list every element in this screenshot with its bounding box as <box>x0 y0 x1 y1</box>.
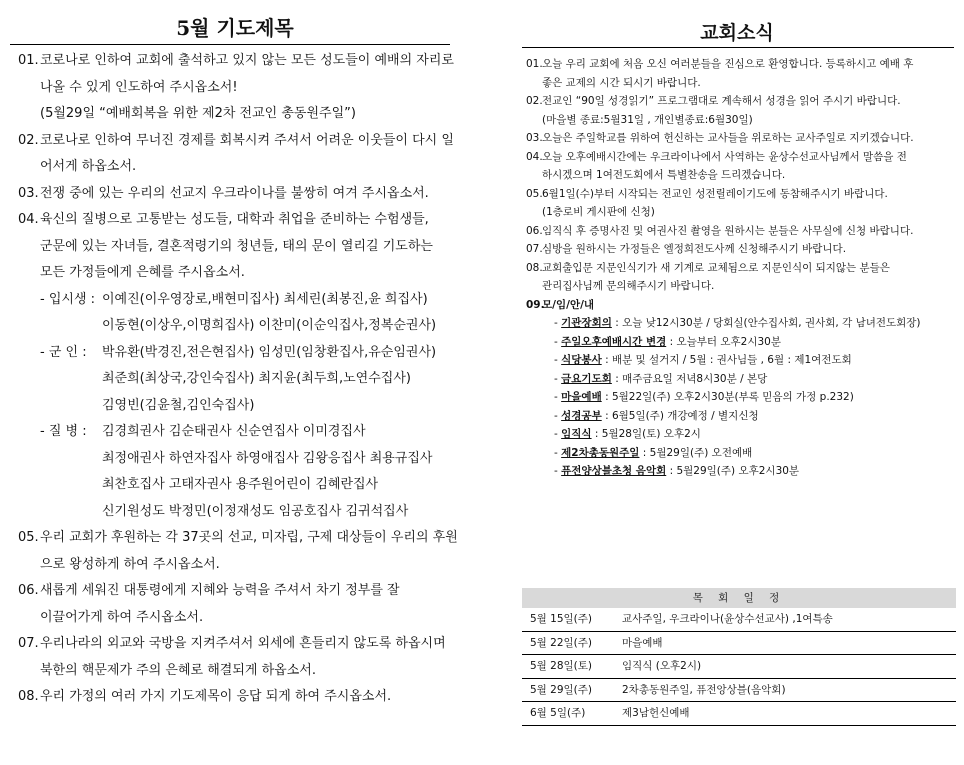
prayer-group-exam-cont: 이동현(이상우,이명희집사) 이찬미(이순익집사,정복순권사) <box>102 318 437 333</box>
schedule-title: 목 회 일 정 <box>522 588 956 608</box>
prayer-group-illness-cont: 신기원성도 박정민(이정재성도 임공호집사 김귀석집사 <box>102 503 409 519</box>
prayer-group-exam: - 입시생 : 이예진(이우영장로,배현미집사) 최세린(최봉진,윤 희집사) <box>40 291 428 307</box>
prayer-item-03: 03.전쟁 중에 있는 우리의 선교지 우크라이나를 불쌍히 여겨 주시옵소서. <box>18 185 429 201</box>
news-item-01: 01.오늘 우리 교회에 처음 오신 여러분들을 진심으로 환영합니다. 등록하시고 예배 후 <box>526 58 914 70</box>
prayer-title: 5월 기도제목 <box>176 16 294 40</box>
news-title: 교회소식 <box>700 22 774 44</box>
meeting-item: - 임직식 : 5월28일(토) 오후2시 <box>554 428 701 440</box>
prayer-item-05-cont: 으로 왕성하게 하여 주시옵소서. <box>40 556 220 572</box>
prayer-item-01-cont: 나올 수 있게 인도하여 주시옵소서! <box>40 79 238 95</box>
prayer-item-06: 06.새롭게 세워진 대통령에게 지혜와 능력을 주셔서 차기 정부를 잘 <box>18 583 400 598</box>
prayer-item-08: 08.우리 가정의 여러 가지 기도제목이 응답 되게 하여 주시옵소서. <box>18 689 392 704</box>
prayer-item-01: 01.코로나로 인하여 교회에 출석하고 있지 않는 모든 성도들이 예배의 자리로 <box>18 53 454 68</box>
prayer-group-military: - 군 인 : 박유환(박경진,전은현집사) 임성민(임창환집사,유순임권사) <box>40 344 437 360</box>
prayer-item-05: 05.우리 교회가 후원하는 각 37곳의 선교, 미자립, 구제 대상들이 우리의 후원 <box>18 530 458 545</box>
meeting-item: - 주일오후예배시간 변경 : 오늘부터 오후2시30분 <box>554 335 781 348</box>
schedule-table <box>522 588 956 726</box>
prayer-group-illness: - 질 병 : 김경희권사 김순태권사 신순연집사 이미경집사 <box>40 424 366 439</box>
news-item-09: 09.모/임/안/내 <box>526 298 595 311</box>
news-item-04-cont: 하시겠으며 1여전도회에서 특별찬송을 드리겠습니다. <box>542 169 786 181</box>
news-title-rule <box>522 47 954 48</box>
news-item-05: 05.6월1일(수)부터 시작되는 전교인 성전릴레이기도에 동참해주시기 바랍니다. <box>526 187 888 200</box>
meeting-item: - 퓨전양상블초청 음악회 : 5월29일(주) 오후2시30분 <box>554 465 800 477</box>
schedule-row: 5월 15일(주) 교사주일, 우크라이나(윤상수선교사) ,1여특송 <box>522 608 956 632</box>
prayer-group-military-cont: 최준희(최상국,강인숙집사) 최지윤(최두희,노연수집사) <box>102 371 411 386</box>
news-item-06: 06.임직식 후 증명사진 및 여권사진 촬영을 원하시는 분들은 사무실에 신청 바랍니다. <box>526 224 914 237</box>
prayer-list <box>18 48 458 711</box>
prayer-group-illness-cont: 최정애권사 하연자집사 하영애집사 김왕응집사 최용규집사 <box>102 450 433 466</box>
prayer-item-02: 02.코로나로 인하여 무너진 경제를 회복시켜 주셔서 어려운 이웃들이 다시 일 <box>18 132 454 148</box>
prayer-group-illness-cont: 최찬호집사 고태자권사 용주원어린이 김혜란집사 <box>102 477 379 492</box>
schedule-row: 6월 5일(주) 제3남헌신예배 <box>522 702 956 726</box>
prayer-item-06-cont: 이끌어가게 하여 주시옵소서. <box>40 609 204 625</box>
news-item-01-cont: 좋은 교제의 시간 되시기 바랍니다. <box>542 76 701 89</box>
schedule-row: 5월 29일(주) 2차총동원주일, 퓨전앙상블(음악회) <box>522 679 956 703</box>
meeting-item: - 제2차총동원주일 : 5월29일(주) 오전예배 <box>554 446 753 459</box>
meeting-item: - 마을예배 : 5월22일(주) 오후2시30분(부록 믿음의 가정 p.232) <box>554 391 854 403</box>
news-item-02-cont: (마을별 종료:5월31일 , 개인별종료:6월30일) <box>542 113 753 126</box>
prayer-item-07-cont: 북한의 핵문제가 주의 은혜로 해결되게 하옵소서. <box>40 662 316 678</box>
news-item-02: 02.전교인 “90일 성경읽기” 프로그램대로 계속해서 성경을 읽어 주시기 바랍니다. <box>526 95 901 107</box>
prayer-item-04: 04.육신의 질병으로 고통받는 성도들, 대학과 취업을 준비하는 수험생들, <box>18 212 429 227</box>
prayer-item-07: 07.우리나라의 외교와 국방을 지켜주셔서 외세에 흔들리지 않도록 하옵시며 <box>18 636 446 651</box>
news-item-04: 04.오늘 오후예배시간에는 우크라이나에서 사역하는 윤상수선교사님께서 말씀을 전 <box>526 150 907 163</box>
prayer-title-rule <box>10 44 450 45</box>
meeting-item: - 식당봉사 : 배분 및 설거지 / 5월 : 권사님들 , 6월 : 제1여전도회 <box>554 354 852 366</box>
news-list <box>526 55 958 481</box>
prayer-item-04-cont: 모든 가정들에게 은혜를 주시옵소서. <box>40 265 245 280</box>
news-item-08: 08.교회출입문 지문인식기가 새 기계로 교체됨으로 지문인식이 되지않는 분들은 <box>526 261 890 274</box>
prayer-item-01-note: (5월29일 “예배회복을 위한 제2차 전교인 총동원주일”) <box>40 106 356 121</box>
news-item-03: 03.오늘은 주일학교를 위하여 헌신하는 교사들을 위로하는 교사주일로 지키겠습니다. <box>526 132 914 144</box>
news-item-07: 07.심방을 원하시는 가정들은 엘정희전도사께 신청해주시기 바랍니다. <box>526 243 847 255</box>
prayer-item-04-cont: 군문에 있는 자녀들, 결혼적령기의 청년들, 태의 문이 열리길 기도하는 <box>40 238 433 254</box>
schedule-row: 5월 28일(토) 임직식 (오후2시) <box>522 655 956 679</box>
news-item-05-cont: (1층로비 게시판에 신청) <box>542 206 655 218</box>
prayer-item-02-cont: 어서게 하옵소서. <box>40 159 137 174</box>
schedule-row: 5월 22일(주) 마을예배 <box>522 632 956 656</box>
meeting-item: - 기관장회의 : 오늘 낮12시30분 / 당회실(안수집사회, 권사회, 각 남녀전도회장) <box>554 317 921 329</box>
news-item-08-cont: 관리집사님께 문의해주시기 바랍니다. <box>542 280 715 292</box>
meeting-item: - 성경공부 : 6월5일(주) 개강예정 / 별지신청 <box>554 409 759 422</box>
prayer-group-military-cont: 김영빈(김윤철,김인숙집사) <box>102 397 255 413</box>
meeting-item: - 금요기도회 : 매주금요일 저녁8시30분 / 본당 <box>554 372 768 385</box>
